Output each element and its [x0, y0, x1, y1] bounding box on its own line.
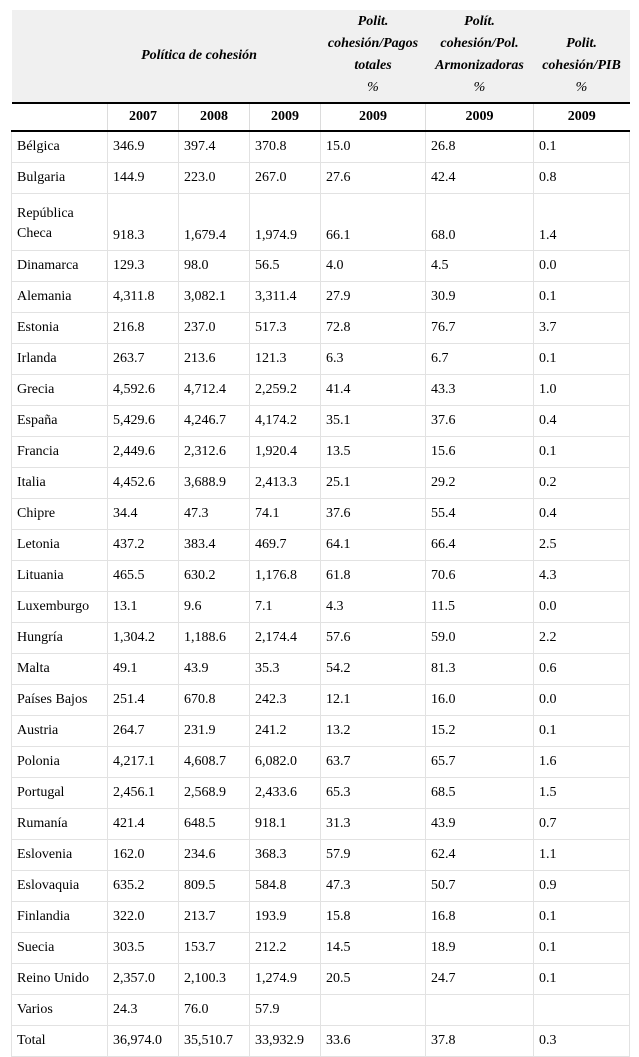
- pol-armonizadoras-cell: 59.0: [426, 623, 534, 654]
- pagos-totales-cell: 63.7: [321, 747, 426, 778]
- cohesion-policy-table: [11, 10, 630, 1057]
- pagos-totales-cell: 25.1: [321, 468, 426, 499]
- header-armon-unit: %: [473, 80, 486, 95]
- value-2007-cell: 4,452.6: [108, 468, 179, 499]
- value-2009-cell: 74.1: [250, 499, 321, 530]
- value-2008-cell: 98.0: [179, 251, 250, 282]
- pib-cell: 4.3: [534, 561, 630, 592]
- table-row: [12, 778, 630, 809]
- value-2009-cell: 6,082.0: [250, 747, 321, 778]
- value-2009-cell: 57.9: [250, 995, 321, 1026]
- value-2009-cell: 918.1: [250, 809, 321, 840]
- pol-armonizadoras-cell: 11.5: [426, 592, 534, 623]
- country-cell: Dinamarca: [12, 251, 108, 282]
- pib-cell: 2.5: [534, 530, 630, 561]
- country-cell: Alemania: [12, 282, 108, 313]
- table-row: [12, 163, 630, 194]
- value-2008-cell: 2,568.9: [179, 778, 250, 809]
- country-cell: Lituania: [12, 561, 108, 592]
- year-header: 2007: [108, 103, 179, 131]
- table-row: [12, 313, 630, 344]
- country-cell: Bulgaria: [12, 163, 108, 194]
- value-2008-cell: 223.0: [179, 163, 250, 194]
- country-cell: Reino Unido: [12, 964, 108, 995]
- pib-cell: 0.0: [534, 251, 630, 282]
- country-cell: Malta: [12, 654, 108, 685]
- value-2007-cell: 129.3: [108, 251, 179, 282]
- value-2008-cell: 670.8: [179, 685, 250, 716]
- value-2008-cell: 630.2: [179, 561, 250, 592]
- value-2008-cell: 3,688.9: [179, 468, 250, 499]
- value-2007-cell: 36,974.0: [108, 1026, 179, 1057]
- value-2009-cell: 4,174.2: [250, 406, 321, 437]
- value-2009-cell: 212.2: [250, 933, 321, 964]
- pib-cell: 0.1: [534, 437, 630, 468]
- value-2009-cell: 7.1: [250, 592, 321, 623]
- pagos-totales-cell: 6.3: [321, 344, 426, 375]
- country-cell: República Checa: [12, 194, 108, 251]
- pagos-totales-cell: 14.5: [321, 933, 426, 964]
- value-2008-cell: 76.0: [179, 995, 250, 1026]
- country-cell: Finlandia: [12, 902, 108, 933]
- value-2008-cell: 2,100.3: [179, 964, 250, 995]
- value-2007-cell: 162.0: [108, 840, 179, 871]
- country-cell: Estonia: [12, 313, 108, 344]
- pagos-totales-cell: 13.2: [321, 716, 426, 747]
- header-empty-cell: [12, 10, 108, 103]
- table-row: [12, 406, 630, 437]
- value-2009-cell: 1,974.9: [250, 194, 321, 251]
- table-row: [12, 468, 630, 499]
- pib-cell: 0.4: [534, 406, 630, 437]
- pib-cell: 0.0: [534, 685, 630, 716]
- table-row: [12, 902, 630, 933]
- pib-cell: 0.6: [534, 654, 630, 685]
- table-row: [12, 375, 630, 406]
- pib-cell: 3.7: [534, 313, 630, 344]
- table-row: [12, 344, 630, 375]
- pagos-totales-cell: 47.3: [321, 871, 426, 902]
- table-row: [12, 685, 630, 716]
- value-2007-cell: 2,449.6: [108, 437, 179, 468]
- value-2009-cell: 1,920.4: [250, 437, 321, 468]
- pol-armonizadoras-cell: 16.8: [426, 902, 534, 933]
- pagos-totales-cell: 57.9: [321, 840, 426, 871]
- pagos-totales-cell: 31.3: [321, 809, 426, 840]
- table-row: [12, 654, 630, 685]
- pol-armonizadoras-cell: 76.7: [426, 313, 534, 344]
- pib-cell: 1.1: [534, 840, 630, 871]
- value-2007-cell: 13.1: [108, 592, 179, 623]
- country-cell: Eslovenia: [12, 840, 108, 871]
- country-cell: Francia: [12, 437, 108, 468]
- pol-armonizadoras-cell: [426, 995, 534, 1026]
- pol-armonizadoras-cell: 37.6: [426, 406, 534, 437]
- pagos-totales-cell: 66.1: [321, 194, 426, 251]
- table-row: [12, 561, 630, 592]
- value-2008-cell: 234.6: [179, 840, 250, 871]
- header-armon-label: Polít. cohesión/Pol. Armonizadoras: [435, 14, 524, 73]
- value-2007-cell: 1,304.2: [108, 623, 179, 654]
- year-header: 2009: [321, 103, 426, 131]
- header-pol-armonizadoras: [426, 10, 534, 103]
- pagos-totales-cell: 27.6: [321, 163, 426, 194]
- value-2007-cell: 918.3: [108, 194, 179, 251]
- value-2009-cell: 35.3: [250, 654, 321, 685]
- pagos-totales-cell: [321, 995, 426, 1026]
- header-row-years: [12, 103, 630, 131]
- pagos-totales-cell: 33.6: [321, 1026, 426, 1057]
- table-row: [12, 131, 630, 163]
- value-2007-cell: 263.7: [108, 344, 179, 375]
- pol-armonizadoras-cell: 68.5: [426, 778, 534, 809]
- pagos-totales-cell: 72.8: [321, 313, 426, 344]
- value-2008-cell: 4,712.4: [179, 375, 250, 406]
- table-row: [12, 194, 630, 251]
- pib-cell: [534, 995, 630, 1026]
- value-2008-cell: 648.5: [179, 809, 250, 840]
- value-2008-cell: 383.4: [179, 530, 250, 561]
- value-2007-cell: 4,311.8: [108, 282, 179, 313]
- value-2008-cell: 153.7: [179, 933, 250, 964]
- value-2009-cell: 2,259.2: [250, 375, 321, 406]
- country-cell: Austria: [12, 716, 108, 747]
- table-body: [12, 131, 630, 1057]
- value-2008-cell: 213.6: [179, 344, 250, 375]
- pol-armonizadoras-cell: 37.8: [426, 1026, 534, 1057]
- pagos-totales-cell: 27.9: [321, 282, 426, 313]
- pagos-totales-cell: 35.1: [321, 406, 426, 437]
- pol-armonizadoras-cell: 15.2: [426, 716, 534, 747]
- pagos-totales-cell: 15.8: [321, 902, 426, 933]
- value-2009-cell: 193.9: [250, 902, 321, 933]
- value-2009-cell: 241.2: [250, 716, 321, 747]
- pol-armonizadoras-cell: 26.8: [426, 131, 534, 163]
- table-row: [12, 437, 630, 468]
- value-2007-cell: 635.2: [108, 871, 179, 902]
- pib-cell: 1.5: [534, 778, 630, 809]
- value-2008-cell: 47.3: [179, 499, 250, 530]
- pagos-totales-cell: 13.5: [321, 437, 426, 468]
- table-row: [12, 871, 630, 902]
- value-2009-cell: 368.3: [250, 840, 321, 871]
- country-cell: Grecia: [12, 375, 108, 406]
- value-2007-cell: 346.9: [108, 131, 179, 163]
- pagos-totales-cell: 41.4: [321, 375, 426, 406]
- value-2009-cell: 267.0: [250, 163, 321, 194]
- value-2008-cell: 4,246.7: [179, 406, 250, 437]
- table-row: [12, 747, 630, 778]
- pagos-totales-cell: 12.1: [321, 685, 426, 716]
- value-2007-cell: 465.5: [108, 561, 179, 592]
- value-2008-cell: 237.0: [179, 313, 250, 344]
- pagos-totales-cell: 64.1: [321, 530, 426, 561]
- table-row: [12, 933, 630, 964]
- pib-cell: 0.0: [534, 592, 630, 623]
- pib-cell: 0.1: [534, 131, 630, 163]
- pib-cell: 0.7: [534, 809, 630, 840]
- value-2007-cell: 264.7: [108, 716, 179, 747]
- country-cell: Letonia: [12, 530, 108, 561]
- value-2007-cell: 421.4: [108, 809, 179, 840]
- table-row: [12, 964, 630, 995]
- value-2009-cell: 1,176.8: [250, 561, 321, 592]
- pol-armonizadoras-cell: 30.9: [426, 282, 534, 313]
- value-2009-cell: 56.5: [250, 251, 321, 282]
- pib-cell: 1.6: [534, 747, 630, 778]
- pol-armonizadoras-cell: 18.9: [426, 933, 534, 964]
- pib-cell: 0.3: [534, 1026, 630, 1057]
- pib-cell: 1.0: [534, 375, 630, 406]
- country-cell: Varios: [12, 995, 108, 1026]
- country-cell: Portugal: [12, 778, 108, 809]
- pol-armonizadoras-cell: 42.4: [426, 163, 534, 194]
- value-2009-cell: 121.3: [250, 344, 321, 375]
- value-2008-cell: 213.7: [179, 902, 250, 933]
- pib-cell: 0.9: [534, 871, 630, 902]
- country-cell: Rumanía: [12, 809, 108, 840]
- value-2009-cell: 370.8: [250, 131, 321, 163]
- year-header: 2009: [534, 103, 630, 131]
- year-header: 2009: [250, 103, 321, 131]
- pol-armonizadoras-cell: 43.3: [426, 375, 534, 406]
- value-2009-cell: 3,311.4: [250, 282, 321, 313]
- pol-armonizadoras-cell: 6.7: [426, 344, 534, 375]
- country-cell: Polonia: [12, 747, 108, 778]
- table-row: [12, 530, 630, 561]
- pol-armonizadoras-cell: 50.7: [426, 871, 534, 902]
- country-cell: Hungría: [12, 623, 108, 654]
- header-pagos-totales: [321, 10, 426, 103]
- pol-armonizadoras-cell: 70.6: [426, 561, 534, 592]
- country-cell: Países Bajos: [12, 685, 108, 716]
- pib-cell: 0.2: [534, 468, 630, 499]
- value-2008-cell: 3,082.1: [179, 282, 250, 313]
- header-pib-label: Polit. cohesión/PIB: [542, 36, 621, 73]
- value-2009-cell: 469.7: [250, 530, 321, 561]
- pib-cell: 0.1: [534, 282, 630, 313]
- value-2007-cell: 303.5: [108, 933, 179, 964]
- value-2008-cell: 809.5: [179, 871, 250, 902]
- pagos-totales-cell: 4.3: [321, 592, 426, 623]
- header-pagos-label: Polit. cohesión/Pagos totales: [327, 14, 419, 73]
- country-cell: Suecia: [12, 933, 108, 964]
- value-2007-cell: 437.2: [108, 530, 179, 561]
- value-2009-cell: 1,274.9: [250, 964, 321, 995]
- pol-armonizadoras-cell: 43.9: [426, 809, 534, 840]
- value-2007-cell: 2,456.1: [108, 778, 179, 809]
- table-row: [12, 623, 630, 654]
- year-header: 2008: [179, 103, 250, 131]
- value-2009-cell: 2,413.3: [250, 468, 321, 499]
- header-politica-label: Política de cohesión: [141, 48, 257, 63]
- value-2009-cell: 33,932.9: [250, 1026, 321, 1057]
- value-2007-cell: 4,592.6: [108, 375, 179, 406]
- header-pagos-unit: %: [367, 80, 379, 95]
- value-2008-cell: 4,608.7: [179, 747, 250, 778]
- pol-armonizadoras-cell: 24.7: [426, 964, 534, 995]
- pib-cell: 2.2: [534, 623, 630, 654]
- pol-armonizadoras-cell: 81.3: [426, 654, 534, 685]
- country-cell: Italia: [12, 468, 108, 499]
- pol-armonizadoras-cell: 65.7: [426, 747, 534, 778]
- country-cell: Chipre: [12, 499, 108, 530]
- country-cell: Eslovaquia: [12, 871, 108, 902]
- value-2009-cell: 584.8: [250, 871, 321, 902]
- table-row: [12, 840, 630, 871]
- value-2007-cell: 216.8: [108, 313, 179, 344]
- header-row-titles: [12, 10, 630, 103]
- pagos-totales-cell: 54.2: [321, 654, 426, 685]
- year-header-empty: [12, 103, 108, 131]
- value-2008-cell: 397.4: [179, 131, 250, 163]
- country-cell: España: [12, 406, 108, 437]
- value-2008-cell: 1,679.4: [179, 194, 250, 251]
- country-cell: Bélgica: [12, 131, 108, 163]
- header-pib-unit: %: [575, 80, 588, 95]
- value-2008-cell: 2,312.6: [179, 437, 250, 468]
- country-cell: Irlanda: [12, 344, 108, 375]
- pagos-totales-cell: 61.8: [321, 561, 426, 592]
- pib-cell: 0.4: [534, 499, 630, 530]
- pib-cell: 0.1: [534, 344, 630, 375]
- header-politica-cohesion: [108, 10, 321, 103]
- pib-cell: 0.1: [534, 933, 630, 964]
- year-header: 2009: [426, 103, 534, 131]
- pib-cell: 0.1: [534, 716, 630, 747]
- value-2009-cell: 2,174.4: [250, 623, 321, 654]
- table-row: [12, 995, 630, 1026]
- pol-armonizadoras-cell: 62.4: [426, 840, 534, 871]
- pagos-totales-cell: 4.0: [321, 251, 426, 282]
- pib-cell: 0.8: [534, 163, 630, 194]
- value-2008-cell: 231.9: [179, 716, 250, 747]
- pagos-totales-cell: 15.0: [321, 131, 426, 163]
- table-row: [12, 592, 630, 623]
- value-2009-cell: 242.3: [250, 685, 321, 716]
- table-row: [12, 282, 630, 313]
- pol-armonizadoras-cell: 29.2: [426, 468, 534, 499]
- pagos-totales-cell: 37.6: [321, 499, 426, 530]
- pagos-totales-cell: 65.3: [321, 778, 426, 809]
- value-2007-cell: 24.3: [108, 995, 179, 1026]
- value-2009-cell: 517.3: [250, 313, 321, 344]
- pib-cell: 0.1: [534, 964, 630, 995]
- pib-cell: 0.1: [534, 902, 630, 933]
- table-row: [12, 716, 630, 747]
- country-cell: Total: [12, 1026, 108, 1057]
- value-2007-cell: 322.0: [108, 902, 179, 933]
- value-2007-cell: 4,217.1: [108, 747, 179, 778]
- pol-armonizadoras-cell: 68.0: [426, 194, 534, 251]
- country-cell: Luxemburgo: [12, 592, 108, 623]
- table-row: [12, 251, 630, 282]
- value-2007-cell: 2,357.0: [108, 964, 179, 995]
- pagos-totales-cell: 20.5: [321, 964, 426, 995]
- value-2008-cell: 35,510.7: [179, 1026, 250, 1057]
- value-2008-cell: 1,188.6: [179, 623, 250, 654]
- table-row: [12, 809, 630, 840]
- pol-armonizadoras-cell: 4.5: [426, 251, 534, 282]
- header-pib: [534, 10, 630, 103]
- pagos-totales-cell: 57.6: [321, 623, 426, 654]
- value-2007-cell: 49.1: [108, 654, 179, 685]
- pol-armonizadoras-cell: 66.4: [426, 530, 534, 561]
- value-2009-cell: 2,433.6: [250, 778, 321, 809]
- value-2008-cell: 43.9: [179, 654, 250, 685]
- value-2007-cell: 5,429.6: [108, 406, 179, 437]
- pol-armonizadoras-cell: 16.0: [426, 685, 534, 716]
- value-2007-cell: 34.4: [108, 499, 179, 530]
- value-2008-cell: 9.6: [179, 592, 250, 623]
- pol-armonizadoras-cell: 55.4: [426, 499, 534, 530]
- pol-armonizadoras-cell: 15.6: [426, 437, 534, 468]
- table-row: [12, 499, 630, 530]
- value-2007-cell: 144.9: [108, 163, 179, 194]
- pib-cell: 1.4: [534, 194, 630, 251]
- value-2007-cell: 251.4: [108, 685, 179, 716]
